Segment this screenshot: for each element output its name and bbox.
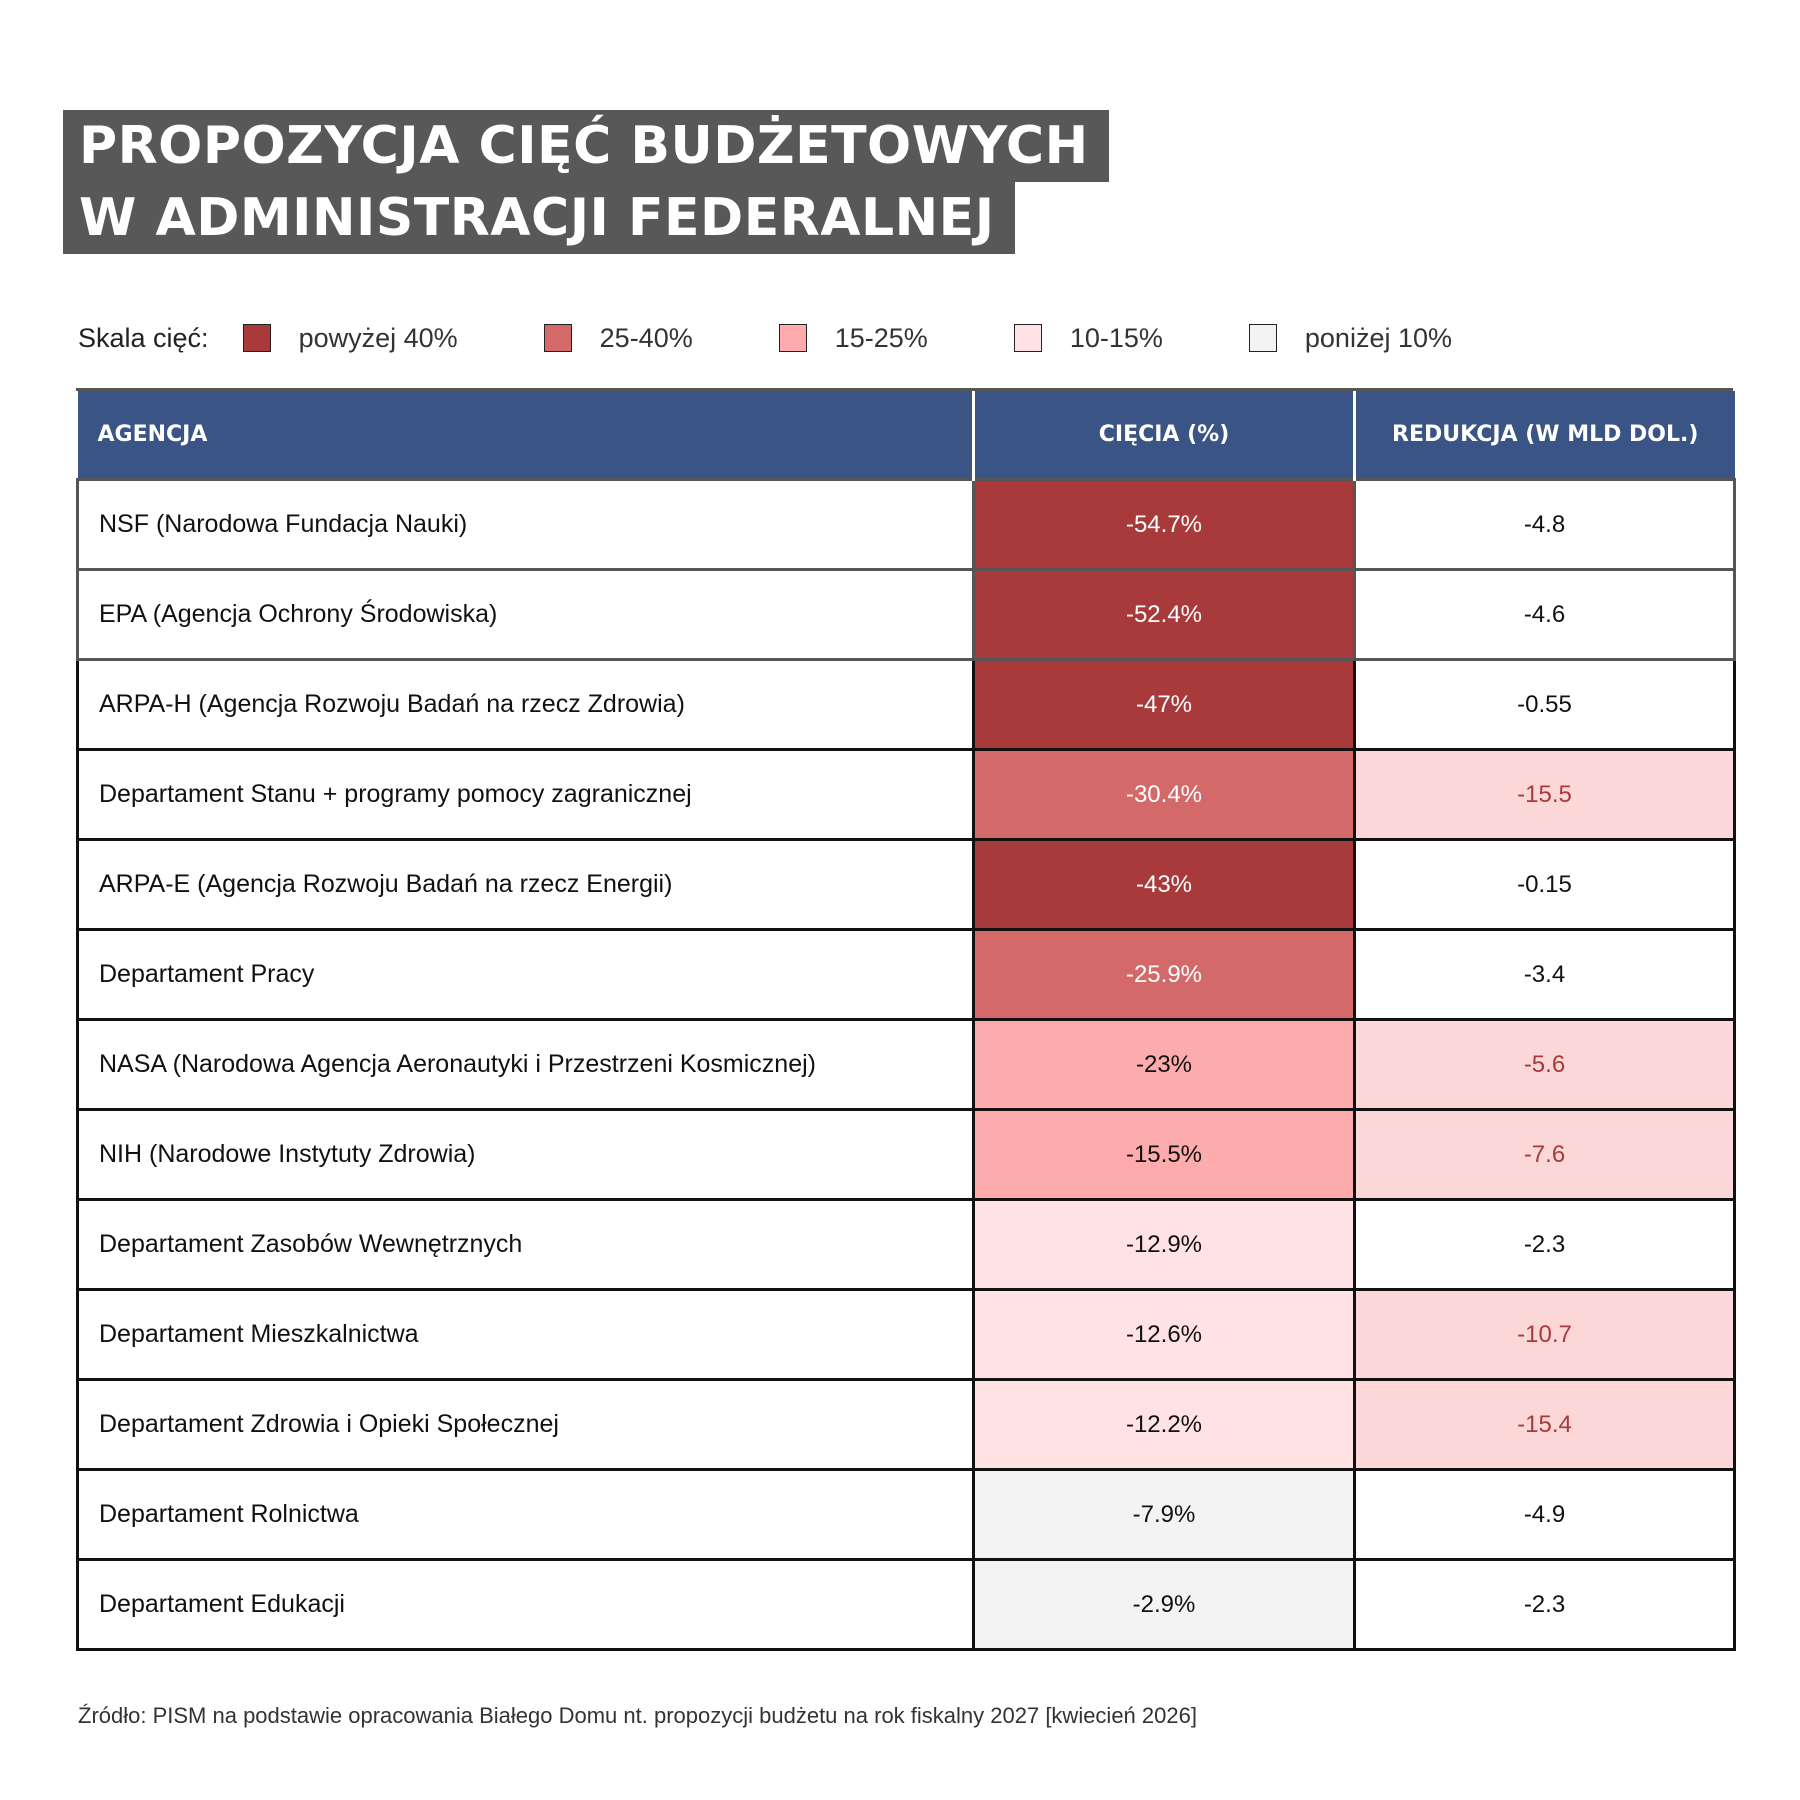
agency-cell: EPA (Agencja Ochrony Środowiska) [78, 570, 974, 660]
reduction-cell: -4.6 [1355, 570, 1735, 660]
agency-cell: Departament Stanu + programy pomocy zagranicznej [78, 750, 974, 840]
reduction-cell: -4.9 [1355, 1470, 1735, 1560]
table-row [78, 1470, 1735, 1560]
legend-item-label: powyżej 40% [298, 322, 458, 353]
table-row [78, 1380, 1735, 1470]
agency-cell: Departament Pracy [78, 930, 974, 1020]
cut-percent-cell: -12.2% [974, 1380, 1355, 1470]
reduction-cell: -0.15 [1355, 840, 1735, 930]
legend-item-label: 15-25% [834, 322, 928, 353]
reduction-cell: -10.7 [1355, 1290, 1735, 1380]
agency-cell: ARPA-H (Agencja Rozwoju Badań na rzecz Zdrowia) [78, 660, 974, 750]
source-note: Źródło: PISM na podstawie opracowania Białego Domu nt. propozycji budżetu na rok fiskalny 2027 [kwiecień 2026] [78, 1703, 1197, 1728]
agency-cell: Departament Mieszkalnictwa [78, 1290, 974, 1380]
legend-swatch [1249, 324, 1277, 352]
reduction-cell: -0.55 [1355, 660, 1735, 750]
table-body [78, 480, 1735, 1650]
legend-item [1014, 323, 1163, 354]
agency-cell: NASA (Narodowa Agencja Aeronautyki i Przestrzeni Kosmicznej) [78, 1020, 974, 1110]
title-line-1: PROPOZYCJA CIĘĆ BUDŻETOWYCH [63, 110, 1109, 182]
title-line-2: W ADMINISTRACJI FEDERALNEJ [63, 182, 1015, 254]
agency-cell: Departament Zdrowia i Opieki Społecznej [78, 1380, 974, 1470]
cut-percent-cell: -7.9% [974, 1470, 1355, 1560]
reduction-cell: -15.4 [1355, 1380, 1735, 1470]
table-row [78, 840, 1735, 930]
table-row [78, 1560, 1735, 1650]
agency-cell: NIH (Narodowe Instytuty Zdrowia) [78, 1110, 974, 1200]
legend-label: Skala cięć: [78, 322, 209, 353]
reduction-cell: -15.5 [1355, 750, 1735, 840]
cut-percent-cell: -30.4% [974, 750, 1355, 840]
reduction-cell: -2.3 [1355, 1200, 1735, 1290]
legend-item [544, 323, 693, 354]
legend-item [1249, 323, 1452, 354]
cut-percent-cell: -23% [974, 1020, 1355, 1110]
table-row [78, 750, 1735, 840]
table-row [78, 1110, 1735, 1200]
agency-cell: Departament Zasobów Wewnętrznych [78, 1200, 974, 1290]
cut-percent-cell: -12.6% [974, 1290, 1355, 1380]
column-header-cut-percent: CIĘCIA (%) [974, 391, 1355, 480]
reduction-cell: -2.3 [1355, 1560, 1735, 1650]
cut-percent-cell: -52.4% [974, 570, 1355, 660]
table-row [78, 570, 1735, 660]
cut-percent-cell: -12.9% [974, 1200, 1355, 1290]
reduction-cell: -7.6 [1355, 1110, 1735, 1200]
cut-percent-cell: -25.9% [974, 930, 1355, 1020]
legend-item [779, 323, 928, 354]
reduction-cell: -4.8 [1355, 480, 1735, 570]
table-row [78, 930, 1735, 1020]
cut-percent-cell: -15.5% [974, 1110, 1355, 1200]
table-row [78, 480, 1735, 570]
legend-item-label: 25-40% [599, 322, 693, 353]
legend-item [243, 323, 458, 354]
table-row [78, 1200, 1735, 1290]
column-header-reduction: REDUKCJA (W MLD DOL.) [1355, 391, 1735, 480]
cut-percent-cell: -47% [974, 660, 1355, 750]
legend-swatch [544, 324, 572, 352]
agency-cell: Departament Rolnictwa [78, 1470, 974, 1560]
table-row [78, 1290, 1735, 1380]
legend-swatch [1014, 324, 1042, 352]
table-header-row [78, 391, 1735, 480]
budget-cuts-table [76, 388, 1733, 1651]
legend-swatch [243, 324, 271, 352]
legend-item-label: 10-15% [1069, 322, 1163, 353]
column-header-agency: AGENCJA [78, 391, 974, 480]
agency-cell: ARPA-E (Agencja Rozwoju Badań na rzecz Energii) [78, 840, 974, 930]
cut-percent-cell: -43% [974, 840, 1355, 930]
agency-cell: NSF (Narodowa Fundacja Nauki) [78, 480, 974, 570]
reduction-cell: -3.4 [1355, 930, 1735, 1020]
agency-cell: Departament Edukacji [78, 1560, 974, 1650]
table-row [78, 1020, 1735, 1110]
cut-percent-cell: -2.9% [974, 1560, 1355, 1650]
table-row [78, 660, 1735, 750]
legend-swatch [779, 324, 807, 352]
legend-item-label: poniżej 10% [1304, 322, 1452, 353]
legend [78, 318, 1452, 358]
cut-percent-cell: -54.7% [974, 480, 1355, 570]
reduction-cell: -5.6 [1355, 1020, 1735, 1110]
